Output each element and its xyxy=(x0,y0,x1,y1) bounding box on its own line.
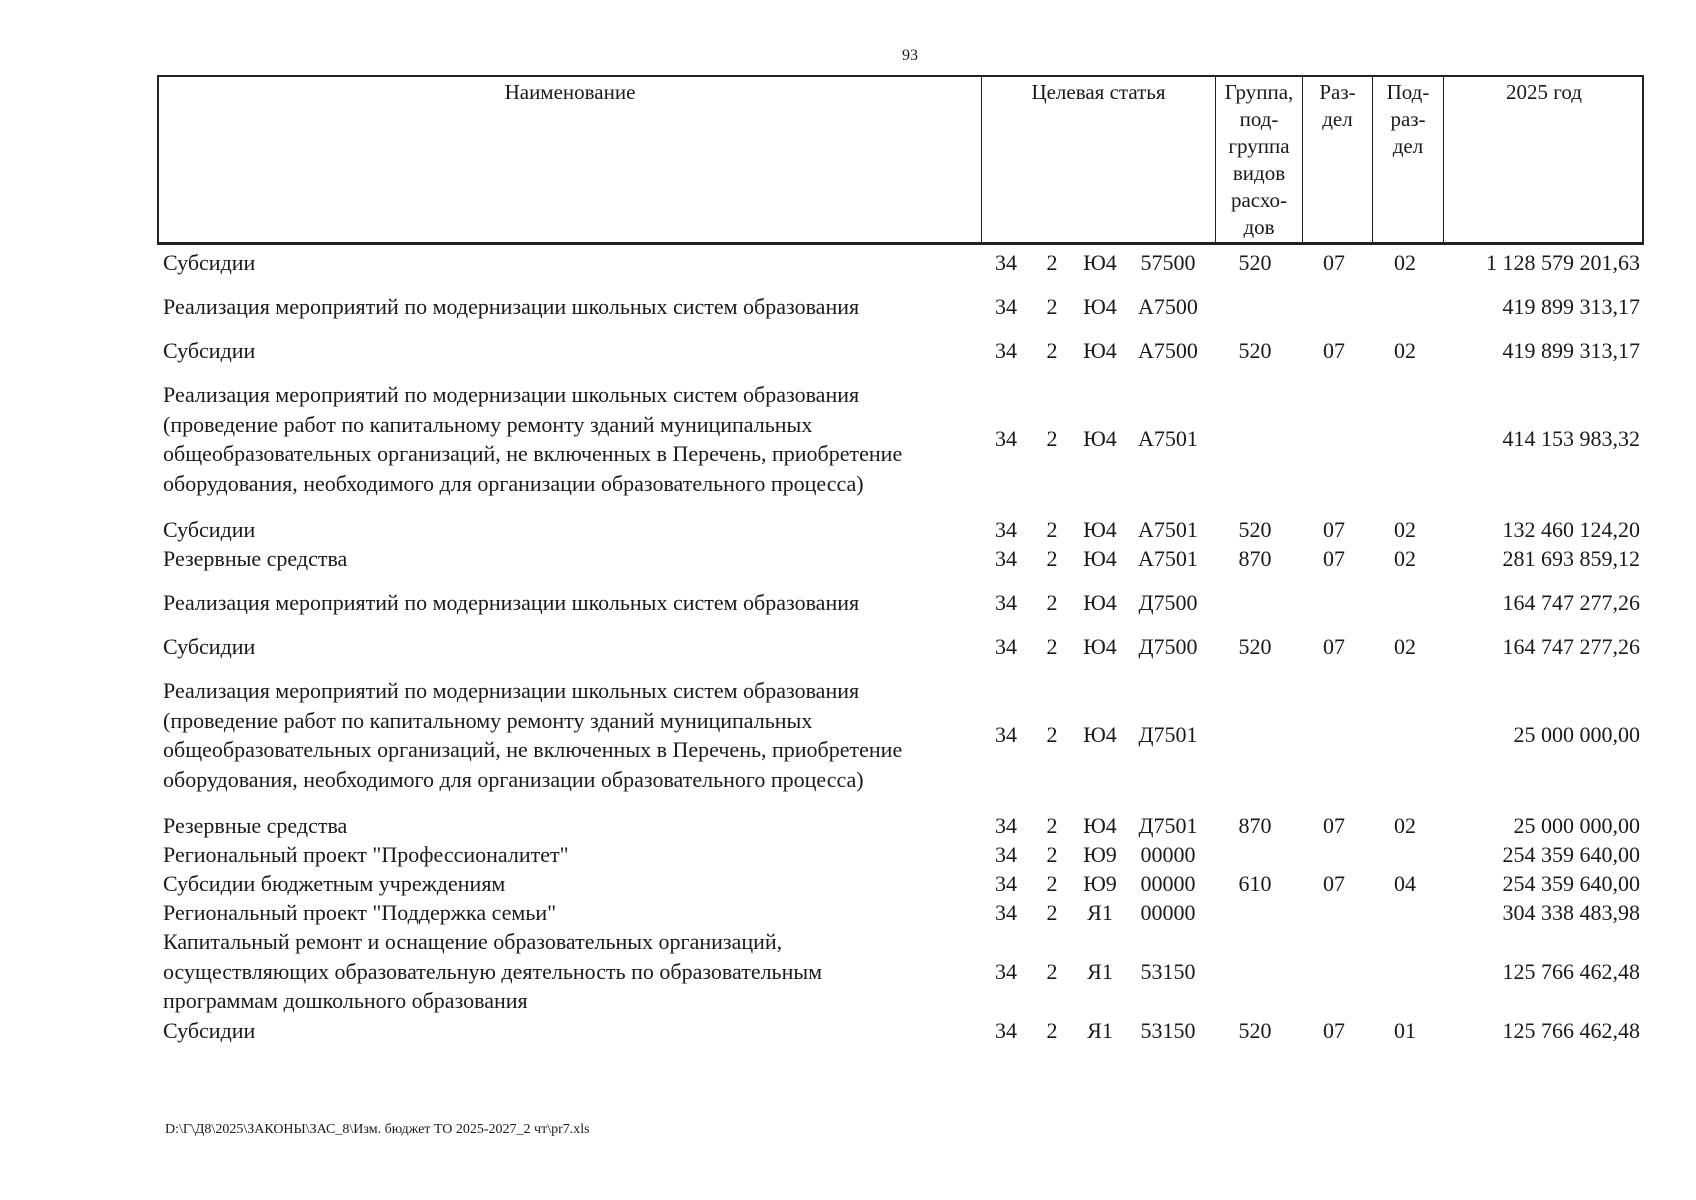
expense-group-cell: 520 xyxy=(1238,338,1272,363)
code-part-3: Ю9 xyxy=(1083,871,1117,896)
subsection-cell: 02 xyxy=(1394,813,1416,838)
code-part-3: Ю9 xyxy=(1083,842,1117,867)
amount-cell: 419 899 313,17 xyxy=(1502,338,1640,363)
row-name: Региональный проект "Поддержка семьи" xyxy=(163,900,557,925)
amount-cell: 1 128 579 201,63 xyxy=(1486,250,1640,275)
code-part-4: 53150 xyxy=(1140,1018,1196,1043)
code-part-2: 2 xyxy=(1046,842,1058,867)
row-name: Резервные средства xyxy=(163,813,348,838)
amount-cell: 164 747 277,26 xyxy=(1502,590,1640,615)
row-name: Субсидии xyxy=(163,1018,256,1043)
row-name-line: программам дошкольного образования xyxy=(163,988,528,1013)
expense-group-cell: 520 xyxy=(1238,517,1272,542)
expense-group-cell: 870 xyxy=(1238,813,1272,838)
subsection-cell: 01 xyxy=(1394,1018,1416,1043)
amount-cell: 125 766 462,48 xyxy=(1502,1018,1640,1043)
header-group-line: видов xyxy=(1232,161,1286,185)
code-part-1: 34 xyxy=(995,250,1017,275)
code-part-1: 34 xyxy=(995,634,1017,659)
row-name xyxy=(163,380,963,498)
code-part-1: 34 xyxy=(995,1018,1017,1043)
code-part-1: 34 xyxy=(995,722,1017,747)
code-part-4: А7501 xyxy=(1138,546,1198,571)
header-group-line: под- xyxy=(1239,107,1279,131)
code-part-1: 34 xyxy=(995,900,1017,925)
row-name: Субсидии бюджетным учреждениям xyxy=(163,871,506,896)
code-part-3: Ю4 xyxy=(1083,813,1117,838)
code-part-1: 34 xyxy=(995,426,1017,451)
row-name-line: Реализация мероприятий по модернизации школьных систем образования xyxy=(163,382,860,407)
code-part-1: 34 xyxy=(995,959,1017,984)
row-name-line: оборудования, необходимого для организации образовательного процесса) xyxy=(163,766,864,792)
code-part-3: Ю4 xyxy=(1083,294,1117,319)
code-part-3: Я1 xyxy=(1087,1018,1113,1043)
code-part-3: Ю4 xyxy=(1083,634,1117,659)
row-name-line: Капитальный ремонт и оснащение образовательных организаций, xyxy=(163,929,783,954)
header-subsection-line: дел xyxy=(1392,134,1424,158)
section-cell: 07 xyxy=(1323,813,1345,838)
section-cell: 07 xyxy=(1323,250,1345,275)
row-name: Субсидии xyxy=(163,634,256,659)
row-name-line: общеобразовательных организаций, не включенных в Перечень, приобретение xyxy=(163,441,903,466)
code-part-2: 2 xyxy=(1046,338,1058,363)
amount-cell: 254 359 640,00 xyxy=(1502,871,1640,896)
subsection-cell: 02 xyxy=(1394,546,1416,571)
section-cell: 07 xyxy=(1323,1018,1345,1043)
code-part-3: Я1 xyxy=(1087,900,1113,925)
code-part-4: Д7501 xyxy=(1138,813,1198,838)
expense-group-cell: 520 xyxy=(1238,250,1272,275)
code-part-2: 2 xyxy=(1046,426,1058,451)
code-part-4: 53150 xyxy=(1140,959,1196,984)
code-part-4: Д7501 xyxy=(1138,722,1198,747)
code-part-1: 34 xyxy=(995,294,1017,319)
code-part-4: 00000 xyxy=(1140,842,1196,867)
row-name: Реализация мероприятий по модернизации школьных систем образования xyxy=(163,294,860,319)
code-part-4: А7500 xyxy=(1138,294,1198,319)
code-part-1: 34 xyxy=(995,338,1017,363)
header-name: Наименование xyxy=(159,77,982,242)
row-name: Субсидии xyxy=(163,517,256,542)
code-part-2: 2 xyxy=(1046,250,1058,275)
subsection-cell: 02 xyxy=(1394,517,1416,542)
subsection-cell: 04 xyxy=(1394,871,1416,896)
section-cell: 07 xyxy=(1323,871,1345,896)
code-part-3: Ю4 xyxy=(1083,517,1117,542)
code-part-2: 2 xyxy=(1046,722,1058,747)
row-name xyxy=(163,927,963,1016)
code-part-4: 00000 xyxy=(1140,900,1196,925)
code-part-4: Д7500 xyxy=(1138,634,1198,659)
code-part-2: 2 xyxy=(1046,1018,1058,1043)
header-subsection-line: Под- xyxy=(1386,80,1430,104)
code-part-3: Ю4 xyxy=(1083,426,1117,451)
subsection-cell: 02 xyxy=(1394,250,1416,275)
row-name-line: осуществляющих образовательную деятельность по образовательным xyxy=(163,958,823,984)
row-name: Субсидии xyxy=(163,338,256,363)
code-part-1: 34 xyxy=(995,842,1017,867)
code-part-1: 34 xyxy=(995,546,1017,571)
code-part-2: 2 xyxy=(1046,634,1058,659)
header-target-article: Целевая статья xyxy=(982,77,1216,242)
code-part-3: Ю4 xyxy=(1083,250,1117,275)
code-part-4: 00000 xyxy=(1140,871,1196,896)
code-part-3: Ю4 xyxy=(1083,722,1117,747)
header-section xyxy=(1303,77,1373,242)
table-header xyxy=(157,75,1644,245)
expense-group-cell: 870 xyxy=(1238,546,1272,571)
row-name-line: общеобразовательных организаций, не включенных в Перечень, приобретение xyxy=(163,737,903,762)
code-part-2: 2 xyxy=(1046,959,1058,984)
code-part-2: 2 xyxy=(1046,813,1058,838)
section-cell: 07 xyxy=(1323,517,1345,542)
header-group-line: расхо- xyxy=(1230,188,1288,212)
code-part-2: 2 xyxy=(1046,517,1058,542)
code-part-4: 57500 xyxy=(1140,250,1196,275)
amount-cell: 132 460 124,20 xyxy=(1502,517,1640,542)
header-subsection-line: раз- xyxy=(1390,107,1426,131)
code-part-4: А7501 xyxy=(1138,517,1198,542)
header-expense-group xyxy=(1216,77,1303,242)
code-part-1: 34 xyxy=(995,813,1017,838)
code-part-3: Ю4 xyxy=(1083,338,1117,363)
header-group-line: дов xyxy=(1243,215,1275,239)
row-name: Реализация мероприятий по модернизации школьных систем образования xyxy=(163,590,860,615)
row-name-line: (проведение работ по капитальному ремонту зданий муниципальных xyxy=(163,707,813,733)
amount-cell: 125 766 462,48 xyxy=(1502,959,1640,984)
row-name: Субсидии xyxy=(163,250,256,275)
header-section-line: дел xyxy=(1322,107,1353,131)
code-part-4: Д7500 xyxy=(1138,590,1198,615)
header-group-line: группа xyxy=(1228,134,1290,158)
amount-cell: 414 153 983,32 xyxy=(1502,426,1640,451)
row-name-line: Реализация мероприятий по модернизации школьных систем образования xyxy=(163,678,860,703)
code-part-3: Я1 xyxy=(1087,959,1113,984)
row-name: Резервные средства xyxy=(163,546,348,571)
amount-cell: 164 747 277,26 xyxy=(1502,634,1640,659)
code-part-4: А7501 xyxy=(1138,426,1198,451)
row-name xyxy=(163,676,963,794)
page-number: 93 xyxy=(902,47,918,64)
code-part-4: А7500 xyxy=(1138,338,1198,363)
amount-cell: 419 899 313,17 xyxy=(1502,294,1640,319)
section-cell: 07 xyxy=(1323,338,1345,363)
row-name: Региональный проект "Профессионалитет" xyxy=(163,842,569,867)
code-part-3: Ю4 xyxy=(1083,590,1117,615)
expense-group-cell: 520 xyxy=(1238,634,1272,659)
code-part-2: 2 xyxy=(1046,294,1058,319)
code-part-2: 2 xyxy=(1046,546,1058,571)
expense-group-cell: 520 xyxy=(1238,1018,1272,1043)
file-path-footer: D:\Г\Д8\2025\ЗАКОНЫ\ЗАС_8\Изм. бюджет ТО 2025-2027_2 чт\pr7.xls xyxy=(165,1122,590,1137)
header-subsection xyxy=(1373,77,1444,242)
row-name-line: оборудования, необходимого для организации образовательного процесса) xyxy=(163,470,864,496)
amount-cell: 304 338 483,98 xyxy=(1502,900,1640,925)
section-cell: 07 xyxy=(1323,634,1345,659)
amount-cell: 281 693 859,12 xyxy=(1502,546,1640,571)
subsection-cell: 02 xyxy=(1394,338,1416,363)
amount-cell: 254 359 640,00 xyxy=(1502,842,1640,867)
header-section-line: Раз- xyxy=(1319,80,1356,104)
code-part-2: 2 xyxy=(1046,590,1058,615)
expense-group-cell: 610 xyxy=(1238,871,1272,896)
header-group-line: Группа, xyxy=(1224,80,1294,104)
subsection-cell: 02 xyxy=(1394,634,1416,659)
code-part-1: 34 xyxy=(995,871,1017,896)
header-year: 2025 год xyxy=(1506,80,1582,104)
code-part-3: Ю4 xyxy=(1083,546,1117,571)
code-part-2: 2 xyxy=(1046,871,1058,896)
code-part-1: 34 xyxy=(995,590,1017,615)
amount-cell: 25 000 000,00 xyxy=(1513,722,1640,747)
section-cell: 07 xyxy=(1323,546,1345,571)
code-part-2: 2 xyxy=(1046,900,1058,925)
row-name-line: (проведение работ по капитальному ремонту зданий муниципальных xyxy=(163,411,813,437)
code-part-1: 34 xyxy=(995,517,1017,542)
amount-cell: 25 000 000,00 xyxy=(1513,813,1640,838)
